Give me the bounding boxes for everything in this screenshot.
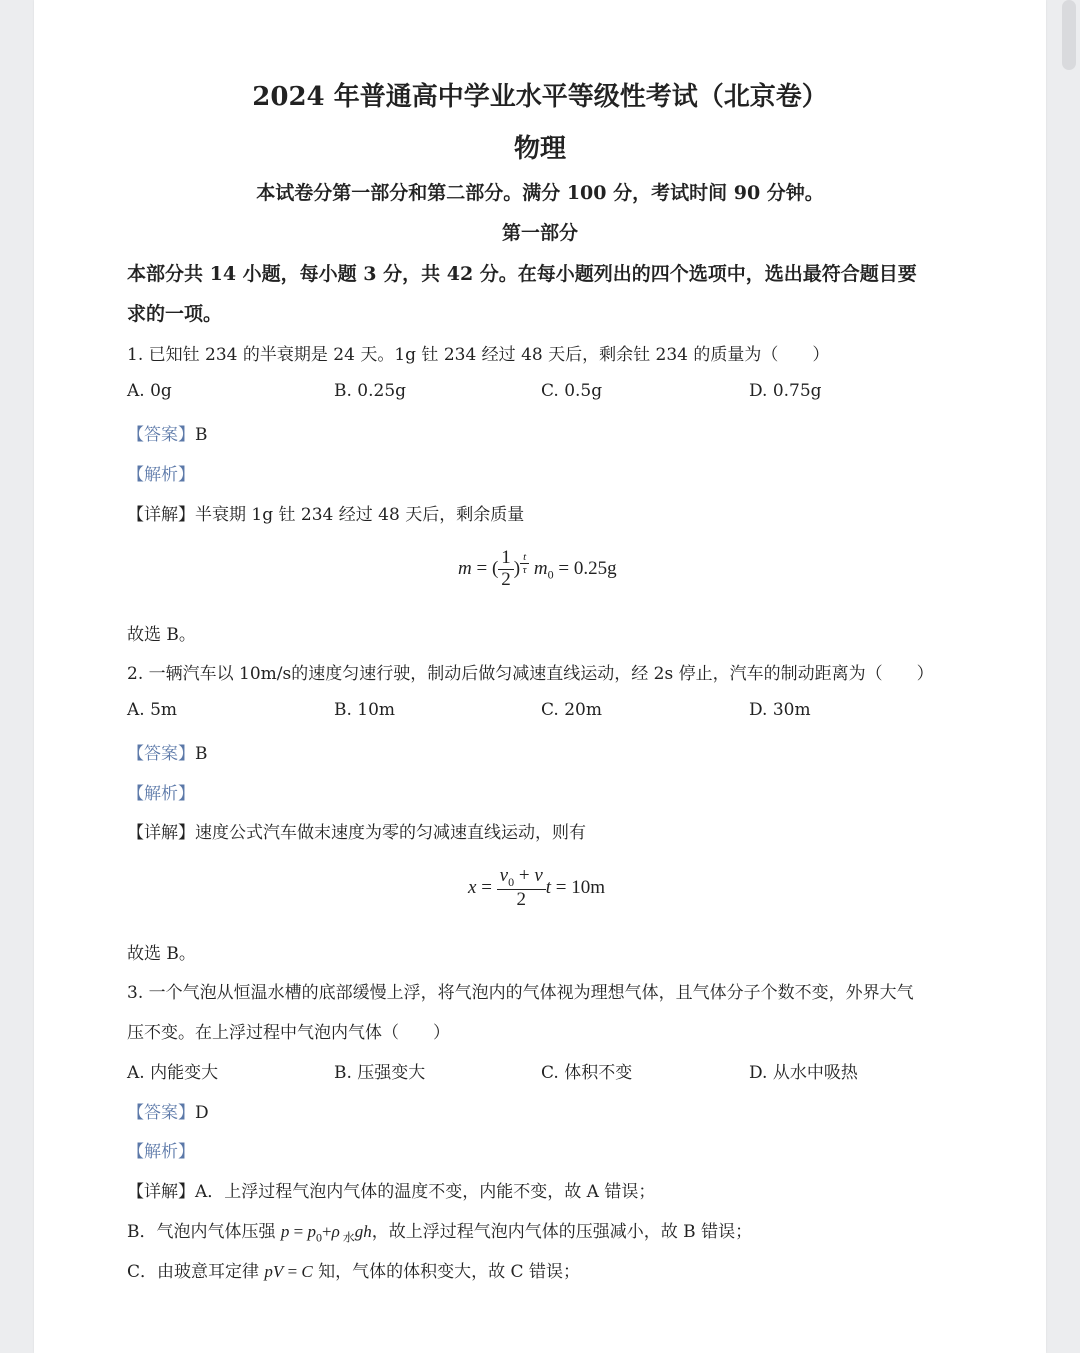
detail-tag: 【详解】 [127, 505, 195, 525]
q3-analysis [127, 1137, 195, 1162]
q3-detail-b-pre: B．气泡内气体压强 [127, 1222, 281, 1242]
answer-tag: 【答案】 [127, 1103, 195, 1123]
q1-option-c: C. 0.5g [541, 381, 603, 401]
q3-answer-value: D [195, 1103, 209, 1123]
q3-detail-a [127, 1177, 655, 1202]
q3-option-c: C. 体积不变 [541, 1063, 633, 1083]
detail-tag: 【详解】 [127, 1182, 195, 1202]
instruction-line-1: 本部分共 14 小题，每小题 3 分，共 42 分。在每小题列出的四个选项中，选出最符合题目要 [127, 263, 917, 285]
q2-analysis [127, 779, 195, 804]
q3-detail-a-text: A．上浮过程气泡内气体的温度不变，内能不变，故 A 错误； [195, 1182, 656, 1202]
q2-option-c: C. 20m [541, 700, 602, 720]
subject-title: 物理 [513, 134, 566, 164]
q1-answer [127, 420, 208, 445]
question-1-stem: 1. 已知钍 234 的半衰期是 24 天。1g 钍 234 经过 48 天后，剩余钍 234 的质量为（ ） [127, 345, 830, 365]
scrollbar[interactable] [1062, 0, 1076, 70]
q1-analysis [127, 460, 195, 485]
q3-detail-c-pre: C．由玻意耳定律 [127, 1262, 265, 1282]
q3-option-d: D. 从水中吸热 [749, 1063, 858, 1083]
q2-conclusion: 故选 B。 [127, 944, 196, 964]
answer-tag: 【答案】 [127, 425, 195, 445]
q3-detail-c-post: 知，气体的体积变大，故 C 错误； [312, 1262, 580, 1282]
q2-option-d: D. 30m [749, 700, 811, 720]
q3-detail-c [127, 1257, 580, 1282]
q3-pressure-formula: $p = p_0+\rho$ $_水$gh [280, 1222, 372, 1245]
q2-detail [127, 818, 586, 843]
q3-detail-b [127, 1217, 752, 1245]
q1-formula: m = ( $\frac{1}{2}$ ) $^{\frac{t}{\tau}}$ $m_0 = 0.25g$ [458, 547, 617, 590]
q1-conclusion: 故选 B。 [127, 625, 196, 645]
detail-tag: 【详解】 [127, 823, 195, 843]
q3-boyle-formula: pV = C [264, 1262, 313, 1281]
q1-option-b: B. 0.25g [334, 381, 407, 401]
q2-option-a: A. 5m [127, 700, 178, 720]
analysis-tag: 【解析】 [127, 784, 195, 804]
q1-detail [127, 500, 524, 525]
question-3-stem-1: 3. 一个气泡从恒温水槽的底部缓慢上浮，将气泡内的气体视为理想气体，且气体分子个数不变，外界大气 [127, 983, 914, 1003]
q3-option-b: B. 压强变大 [334, 1063, 426, 1083]
q2-detail-text: 速度公式汽车做末速度为零的匀减速直线运动，则有 [195, 823, 586, 843]
instruction-line-2: 求的一项。 [127, 303, 223, 325]
question-3-stem-2: 压不变。在上浮过程中气泡内气体（ ） [127, 1023, 450, 1043]
analysis-tag: 【解析】 [127, 1142, 195, 1162]
q2-option-b: B. 10m [334, 700, 396, 720]
exam-note: 本试卷分第一部分和第二部分。满分 100 分，考试时间 90 分钟。 [256, 182, 824, 204]
q3-answer [127, 1098, 209, 1123]
q2-answer-value: B [195, 744, 208, 764]
q1-detail-text: 半衰期 1g 钍 234 经过 48 天后，剩余质量 [195, 505, 525, 525]
analysis-tag: 【解析】 [127, 465, 195, 485]
q2-answer [127, 739, 208, 764]
q1-option-d: D. 0.75g [749, 381, 822, 401]
part-heading: 第一部分 [501, 222, 578, 244]
answer-tag: 【答案】 [127, 744, 195, 764]
q1-answer-value: B [195, 425, 208, 445]
exam-title: 2024 年普通高中学业水平等级性考试（北京卷） [252, 82, 828, 112]
q1-option-a: A. 0g [127, 381, 172, 401]
q2-formula: x = $\frac{v_0 + v}{2}$ t = 10m [468, 865, 606, 910]
q3-option-a: A. 内能变大 [127, 1063, 219, 1083]
question-2-stem: 2. 一辆汽车以 10m/s的速度匀速行驶，制动后做匀减速直线运动，经 2s 停止，汽车的制动距离为（ ） [127, 664, 934, 684]
q3-detail-b-post: ，故上浮过程气泡内气体的压强减小，故 B 错误； [371, 1222, 753, 1242]
